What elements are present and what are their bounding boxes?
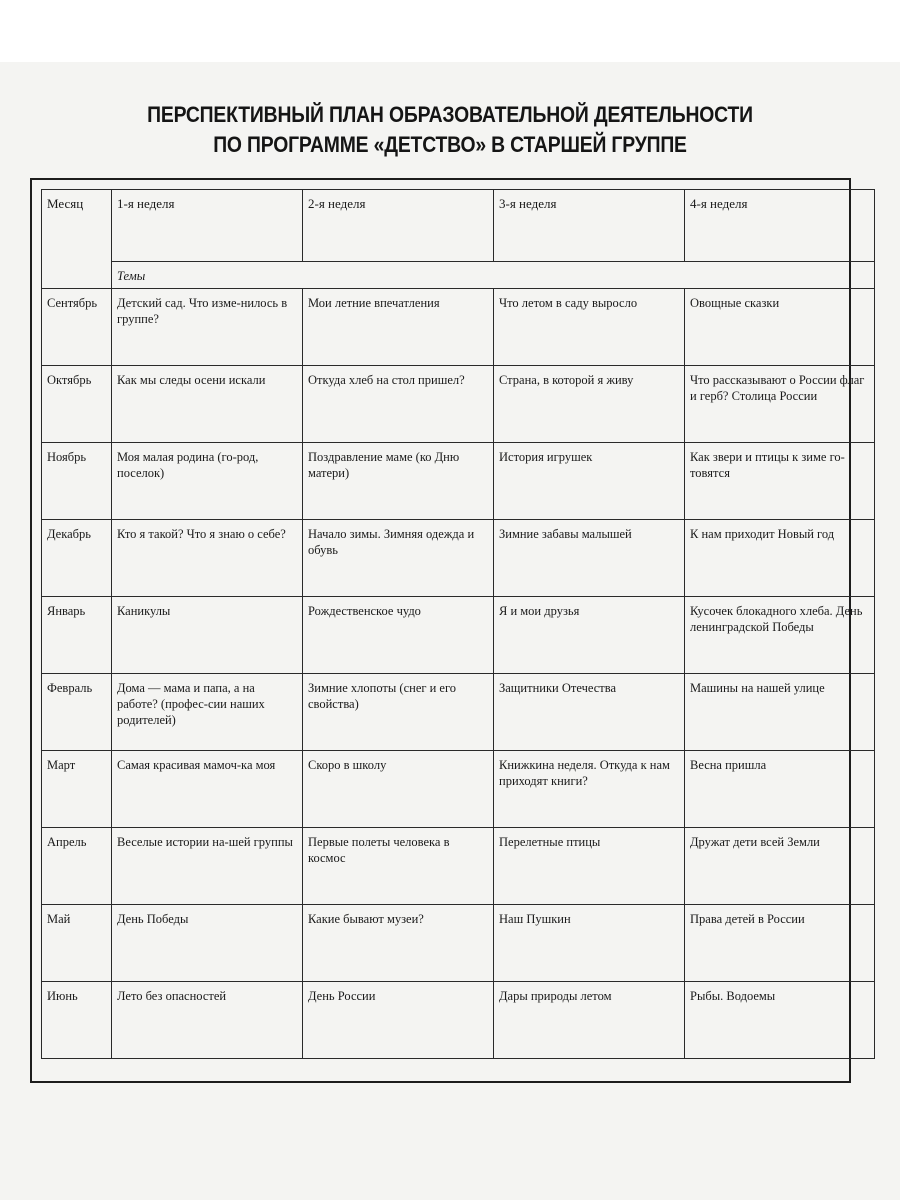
table-row [42, 905, 875, 982]
week-2-cell: Мои летние впечатления [303, 289, 494, 366]
week-2-cell: Поздравление маме (ко Дню матери) [303, 443, 494, 520]
week-1-header: 1-я неделя [112, 190, 303, 262]
plan-table [41, 189, 875, 1059]
week-1-cell: День Победы [112, 905, 303, 982]
week-3-cell: Дары природы летом [494, 982, 685, 1059]
month-cell: Май [42, 905, 112, 982]
table-row [42, 366, 875, 443]
week-3-cell: Страна, в которой я живу [494, 366, 685, 443]
week-3-cell: Что летом в саду выросло [494, 289, 685, 366]
week-2-cell: Зимние хлопоты (снег и его свойства) [303, 674, 494, 751]
week-3-cell: Книжкина неделя. Откуда к нам приходят книги? [494, 751, 685, 828]
week-4-cell: Рыбы. Водоемы [685, 982, 875, 1059]
week-1-cell: Как мы следы осени искали [112, 366, 303, 443]
table-row [42, 443, 875, 520]
month-cell: Март [42, 751, 112, 828]
week-1-cell: Каникулы [112, 597, 303, 674]
month-cell: Ноябрь [42, 443, 112, 520]
month-cell: Февраль [42, 674, 112, 751]
week-3-cell: Перелетные птицы [494, 828, 685, 905]
page-title-line-1: ПЕРСПЕКТИВНЫЙ ПЛАН ОБРАЗОВАТЕЛЬНОЙ ДЕЯТЕЛЬНОСТИ [147, 102, 753, 127]
table-row [42, 674, 875, 751]
week-2-cell: День России [303, 982, 494, 1059]
month-cell: Сентябрь [42, 289, 112, 366]
table-row [42, 982, 875, 1059]
week-1-cell: Веселые истории на-шей группы [112, 828, 303, 905]
week-4-cell: Права детей в России [685, 905, 875, 982]
week-1-cell: Детский сад. Что изме-нилось в группе? [112, 289, 303, 366]
month-cell: Январь [42, 597, 112, 674]
week-3-cell: История игрушек [494, 443, 685, 520]
week-2-cell: Начало зимы. Зимняя одежда и обувь [303, 520, 494, 597]
week-3-cell: Наш Пушкин [494, 905, 685, 982]
week-3-cell: Я и мои друзья [494, 597, 685, 674]
month-column-header: Месяц [42, 190, 112, 289]
table-row [42, 828, 875, 905]
week-2-cell: Какие бывают музеи? [303, 905, 494, 982]
week-4-cell: Машины на нашей улице [685, 674, 875, 751]
week-4-cell: Что рассказывают о России флаг и герб? Столица России [685, 366, 875, 443]
week-2-cell: Скоро в школу [303, 751, 494, 828]
table-row [42, 289, 875, 366]
month-cell: Июнь [42, 982, 112, 1059]
table-row [42, 751, 875, 828]
themes-label: Темы [112, 262, 875, 289]
week-1-cell: Моя малая родина (го-род, поселок) [112, 443, 303, 520]
week-1-cell: Лето без опасностей [112, 982, 303, 1059]
week-1-cell: Самая красивая мамоч-ка моя [112, 751, 303, 828]
table-row [42, 520, 875, 597]
week-4-cell: Кусочек блокадного хлеба. День ленинградской Победы [685, 597, 875, 674]
week-3-header: 3-я неделя [494, 190, 685, 262]
week-3-cell: Защитники Отечества [494, 674, 685, 751]
week-2-cell: Откуда хлеб на стол пришел? [303, 366, 494, 443]
week-4-cell: Весна пришла [685, 751, 875, 828]
month-cell: Октябрь [42, 366, 112, 443]
table-row [42, 597, 875, 674]
week-4-cell: К нам приходит Новый год [685, 520, 875, 597]
themes-row [42, 262, 875, 289]
week-1-cell: Дома — мама и папа, а на работе? (профес-сии наших родителей) [112, 674, 303, 751]
week-4-cell: Дружат дети всей Земли [685, 828, 875, 905]
month-cell: Апрель [42, 828, 112, 905]
week-1-cell: Кто я такой? Что я знаю о себе? [112, 520, 303, 597]
week-4-cell: Как звери и птицы к зиме го-товятся [685, 443, 875, 520]
week-4-header: 4-я неделя [685, 190, 875, 262]
month-cell: Декабрь [42, 520, 112, 597]
week-2-cell: Рождественское чудо [303, 597, 494, 674]
week-2-header: 2-я неделя [303, 190, 494, 262]
table-header-row [42, 190, 875, 262]
page-title-line-2: ПО ПРОГРАММЕ «ДЕТСТВО» В СТАРШЕЙ ГРУППЕ [213, 132, 687, 157]
page-title [89, 100, 811, 160]
week-4-cell: Овощные сказки [685, 289, 875, 366]
week-3-cell: Зимние забавы малышей [494, 520, 685, 597]
week-2-cell: Первые полеты человека в космос [303, 828, 494, 905]
